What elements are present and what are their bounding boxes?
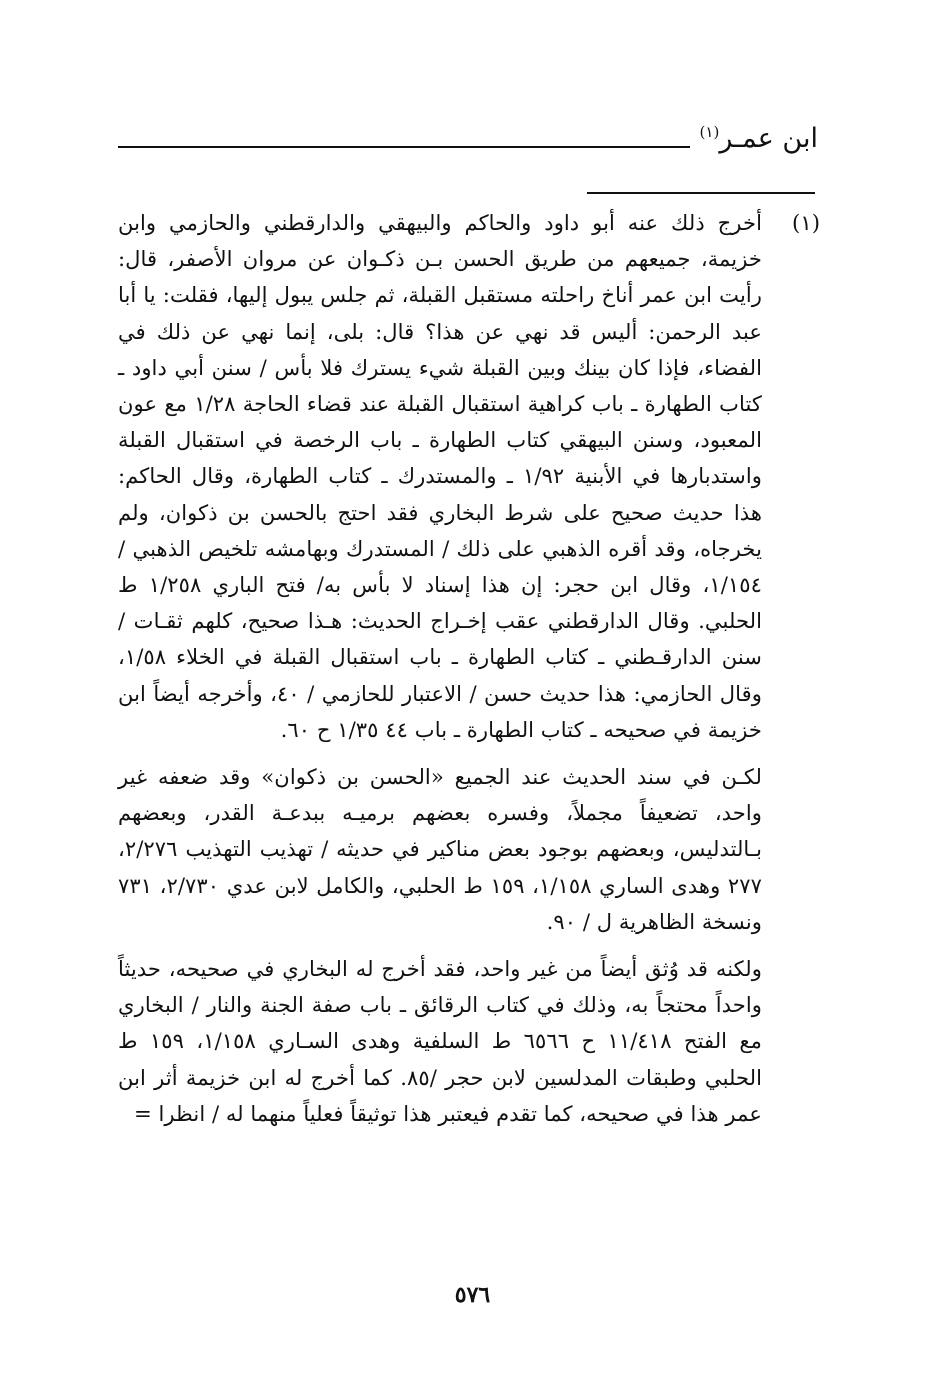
footnote-paragraph-3: ولكنه قد وُثق أيضاً من غير واحد، فقد أخرج له البخاري في صحيحه، حديثاً واحداً محتجاً به، وذلك في كتاب الرقائق ـ باب صفة الجنة والنار / البخاري مع الفتح ١١/٤١٨ ح ٦٥٦٦ ط السلفية وهدى السـاري ١/١٥٨، ١٥٩ ط الحلبي وطبقات المدلسين لابن حجر /٨٥. كما أخرج له ابن خزيمة أثر ابن عمر هذا في صحيحه، كما تقدم فيعتبر هذا توثيقاً فعلياً منهما له / انظرا = <box>118 956 763 1126</box>
footnote-block <box>118 205 820 1132</box>
footnote-paragraph-1 <box>118 205 820 748</box>
footnote-number: (١) <box>792 210 820 235</box>
page-number: ٥٧٦ <box>454 1282 491 1308</box>
running-header <box>118 112 818 158</box>
footnote-separator <box>587 192 815 194</box>
footnote-text-1: أخرج ذلك عنه أبو داود والحاكم والبيهقي والدارقطني والحازمي وابن خزيمة، جميعهم من طريق الحسن بـن ذكـوان عن مروان الأصفر، قال: رأيت ابن عمر أناخ راحلته مستقبل القبلة، ثم جلس يبول إليها، فقلت: يا أبا عبد الرحمن: أليس قد نهي عن هذا؟ قال: بلى، إنما نهي عن ذلك في الفضاء، فإذا كان بينك وبين القبلة شيء يسترك فلا بأس / سنن أبي داود ـ كتاب الطهارة ـ باب كراهية استقبال القبلة عند قضاء الحاجة ١/٢٨ مع عون المعبود، وسنن البيهقي كتاب الطهارة ـ باب الرخصة في استقبال القبلة واستدبارها في الأبنية ١/٩٢ ـ والمستدرك ـ كتاب الطهارة، وقال الحاكم: هذا حديث صحيح على شرط البخاري فقد احتج بالحسن بن ذكوان، ولم يخرجاه، وقد أقره الذهبي على ذلك / المستدرك وبهامشه تلخيص الذهبي / ١/١٥٤، وقال ابن حجر: إن هذا إسناد لا بأس به/ فتح الباري ١/٢٥٨ ط الحلبي. وقال الدارقطني عقب إخـراج الحديث: هـذا صحيح، كلهم ثقـات / سنن الدارقـطني ـ كتاب الطهارة ـ باب استقبال القبلة في الخلاء ١/٥٨، وقال الحازمي: هذا حديث حسن / الاعتبار للحازمي / ٤٠، وأخرجه أيضاً ابن خزيمة في صحيحه ـ كتاب الطهارة ـ باب ٤٤ ١/٣٥ ح ٦٠. <box>118 210 762 742</box>
header-title-text: ابن عمـر <box>719 123 818 154</box>
footnote-ref: (١) <box>699 123 720 141</box>
footnote-paragraph-2: لكـن في سند الحديث عند الجميع «الحسن بن ذكوان» وقد ضعفه غير واحد، تضعيفاً مجملاً، وفسره بعضهم برميـه ببدعـة القدر، وبعضهم بـالتدليس، وبعضهم بوجود بعض مناكير في حديثه / تهذيب التهذيب ٢/٢٧٦، ٢٧٧ وهدى الساري ١/١٥٨، ١٥٩ ط الحلبي، والكامل لابن عدي ٢/٧٣٠، ٧٣١ ونسخة الظاهرية ل / ٩٠. <box>118 764 762 934</box>
header-rule <box>118 146 690 148</box>
header-title <box>700 125 818 158</box>
